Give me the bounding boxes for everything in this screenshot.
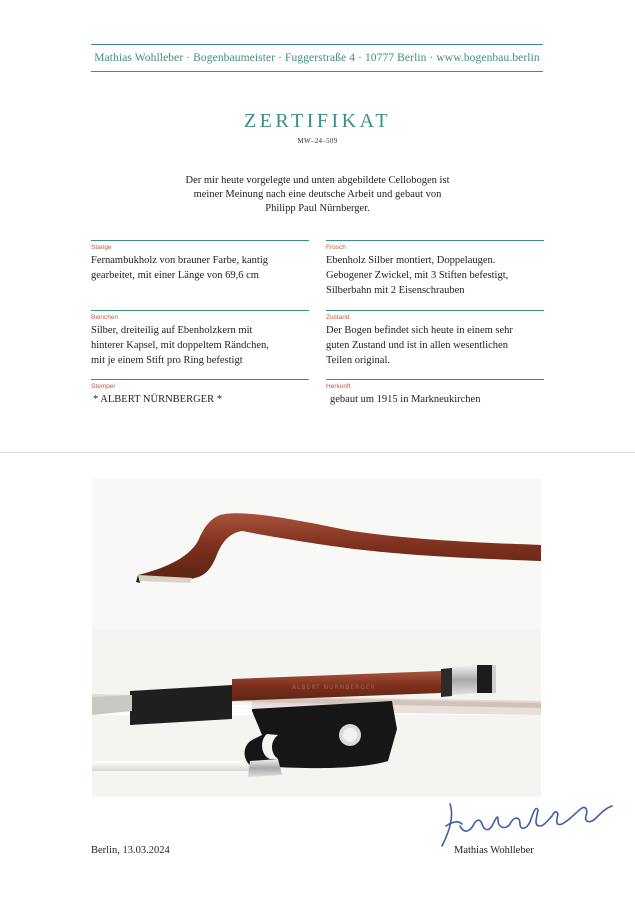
field-line: hinterer Kapsel, mit doppeltem Rändchen, (91, 340, 269, 351)
field-line: gebaut um 1915 in Markneukirchen (330, 394, 481, 405)
field-text (91, 253, 309, 283)
bow-screw-button (452, 665, 477, 695)
bow-illustration (92, 479, 541, 797)
field-line: gearbeitet, mit einer Länge von 69,6 cm (91, 270, 259, 281)
field-frosch (326, 240, 544, 298)
certificate-number: MW–24–509 (297, 137, 338, 145)
field-label: Beinchen (91, 314, 119, 321)
field-line: Teilen original. (326, 355, 390, 366)
field-beinchen (91, 310, 309, 368)
intro-line: Philipp Paul Nürnberger. (265, 203, 370, 214)
letterhead: Mathias Wohlleber · Bogenbaumeister · Fuggerstraße 4 · 10777 Berlin · www.bogenbau.berlin (94, 52, 540, 64)
bow-stamp: ALBERT NÜRNBERGER (292, 684, 376, 691)
field-rule (326, 379, 544, 380)
field-label: Herkunft (326, 383, 351, 390)
bow-hair (92, 761, 267, 771)
intro-text (150, 174, 485, 216)
header-rule-bottom (91, 71, 543, 72)
intro-line: Der mir heute vorgelegte und unten abgebildete Cellobogen ist (185, 175, 450, 186)
field-line: Silber, dreiteilig auf Ebenholzkern mit (91, 325, 253, 336)
header-rule-top (91, 44, 543, 45)
field-stempel (91, 379, 309, 407)
field-label: Stange (91, 244, 112, 251)
frog-ferrule (248, 759, 282, 777)
field-label: Zustand (326, 314, 350, 321)
field-line: Ebenholz Silber montiert, Doppelaugen. (326, 255, 496, 266)
field-line: guten Zustand und ist in allen wesentlichen (326, 340, 508, 351)
field-line: Gebogener Zwickel, mit 3 Stiften befestigt, (326, 270, 509, 281)
field-label: Stempel (91, 383, 115, 390)
field-line: Silberbahn mit 2 Eisenschrauben (326, 285, 465, 296)
field-zustand (326, 310, 544, 368)
field-line: Fernambukholz von brauner Farbe, kantig (91, 255, 268, 266)
field-rule (326, 310, 544, 311)
field-line: Der Bogen befindet sich heute in einem sehr (326, 325, 513, 336)
field-text (326, 323, 544, 368)
field-herkunft (326, 379, 544, 407)
intro-line: meiner Meinung nach eine deutsche Arbeit und gebaut von (193, 189, 442, 200)
field-rule (91, 379, 309, 380)
field-line: mit je einem Stift pro Ring befestigt (91, 355, 243, 366)
signatory-name: Mathias Wohlleber (454, 845, 534, 856)
field-line: * ALBERT NÜRNBERGER * (93, 394, 222, 405)
certificate-title: ZERTIFIKAT (243, 110, 392, 132)
field-stange (91, 240, 309, 283)
field-rule (91, 240, 309, 241)
bow-grip (130, 685, 232, 725)
page-fold-line (0, 452, 635, 453)
field-text (326, 253, 544, 298)
field-rule (91, 310, 309, 311)
field-text (91, 392, 309, 407)
field-label: Frosch (326, 244, 346, 251)
field-text (91, 323, 309, 368)
place-date: Berlin, 13.03.2024 (91, 845, 170, 856)
bow-photo (92, 479, 541, 797)
field-rule (326, 240, 544, 241)
field-text (326, 392, 544, 407)
